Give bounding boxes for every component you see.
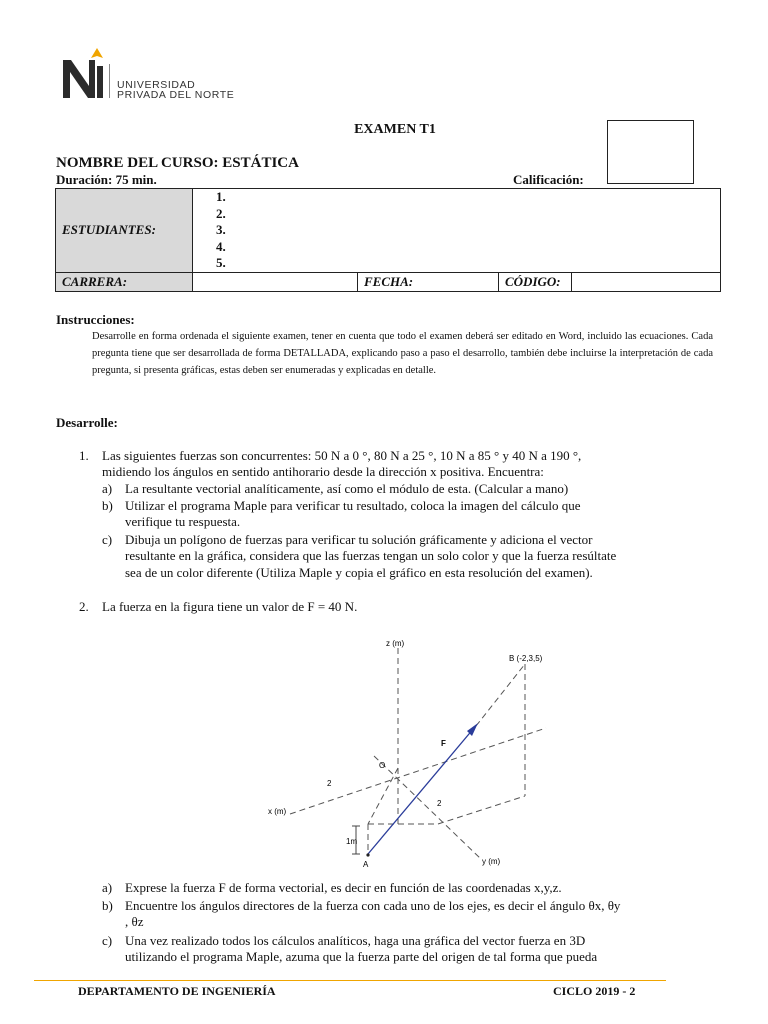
career-field (193, 272, 358, 291)
origin-label: O (379, 761, 386, 770)
student-number: 1. (216, 189, 226, 204)
career-label: CARRERA: (56, 272, 193, 291)
q2-text: La fuerza en la figura tiene un valor de F = 40 N. (102, 599, 358, 614)
student-number: 4. (216, 238, 226, 254)
students-label: ESTUDIANTES: (56, 189, 193, 273)
x-dimension-label: 2 (327, 779, 332, 788)
footer-department: DEPARTAMENTO DE INGENIERÍA (78, 984, 276, 998)
student-number: 3. (216, 222, 226, 237)
force-label: F (441, 739, 446, 748)
point-b-label: B (-2,3,5) (509, 654, 543, 663)
point-a-label: A (363, 860, 369, 869)
y-dimension-label: 2 (437, 799, 442, 808)
development-heading: Desarrolle: (56, 415, 118, 430)
q1-b-label: b) (102, 498, 113, 513)
force-vector-figure (260, 636, 560, 870)
university-name-line2: PRIVADA DEL NORTE (117, 89, 235, 101)
university-name-line1: UNIVERSIDAD (117, 79, 196, 91)
code-field (572, 273, 720, 291)
q2-c-label: c) (102, 933, 113, 948)
y-axis-label: y (m) (482, 857, 501, 866)
instructions-text: Desarrolle en forma ordenada el siguiente examen, tener en cuenta que todo el examen deberá ser editado en Word, incluido las ecuaciones. Cada pregunta tiene que ser desarrollada de forma DETALLADA, explicando paso a paso el desarrollo, también debe incluirse la interpretación de cada pregunta, si presenta gráficas, estas deben ser enumeradas y explicadas en detalle. (92, 331, 713, 376)
grade-label: Calificación: (513, 172, 584, 187)
q1-line1: Las siguientes fuerzas son concurrentes: 50 N a 0 °, 80 N a 25 °, 10 N a 85 ° y 40 N a 190 °, (102, 448, 582, 463)
code-cell (499, 272, 721, 291)
q1-c-label: c) (102, 532, 113, 547)
student-list (193, 189, 721, 273)
q1-c-line2: resultante en la gráfica, considera que las fuerzas tengan un solo color y que la fuerza resúltate (125, 548, 617, 563)
instructions-heading: Instrucciones: (56, 312, 135, 327)
box-line (368, 768, 398, 824)
footer-cycle: CICLO 2019 - 2 (553, 984, 636, 998)
duration: Duración: 75 min. (56, 172, 157, 187)
q2-b-line2: , θz (125, 914, 144, 929)
q1-c-line1: Dibuja un polígono de fuerzas para verificar tu solución gráficamente y adiciona el vector (125, 532, 593, 547)
q2-number: 2. (79, 599, 89, 614)
q2-b-line1: Encuentre los ángulos directores de la fuerza con cada uno de los ejes, es decir el ángulo θx, θy (125, 898, 621, 913)
q2-a-text: Exprese la fuerza F de forma vectorial, es decir en función de las coordenadas x,y,z. (125, 880, 562, 895)
q2-c-line2: utilizando el programa Maple, azuma que la fuerza parte del origen de tal forma que pueda (125, 949, 598, 964)
box-line (438, 796, 525, 824)
z-axis-label: z (m) (386, 639, 405, 648)
exam-title: EXAMEN T1 (354, 122, 436, 137)
vector-extension (476, 664, 525, 726)
code-label: CÓDIGO: (499, 273, 572, 291)
q2-a-label: a) (102, 880, 113, 895)
q1-a-label: a) (102, 481, 113, 496)
student-number: 2. (216, 205, 226, 221)
grade-box (607, 120, 694, 184)
q1-b-line1: Utilizar el programa Maple para verificar tu resultado, coloca la imagen del cálculo que (125, 498, 581, 513)
force-vector (368, 728, 474, 854)
student-number: 5. (216, 255, 226, 270)
logo-n-icon (57, 48, 115, 100)
university-logo (57, 48, 242, 100)
q2-c-line1: Una vez realizado todos los cálculos analíticos, haga una gráfica del vector fuerza en 3D (125, 933, 586, 948)
height-dimension-label: 1m (346, 837, 358, 846)
q1-c-line3: sea de un color diferente (Utiliza Maple y copia el gráfico en esta resolución del examen). (125, 565, 593, 580)
q2-b-label: b) (102, 898, 113, 913)
student-info-table (55, 188, 721, 292)
q1-a-text: La resultante vectorial analíticamente, así como el módulo de esta. (Calcular a mano) (125, 481, 569, 496)
course-name: NOMBRE DEL CURSO: ESTÁTICA (56, 155, 299, 171)
y-axis (374, 756, 482, 860)
q1-b-line2: verifique tu respuesta. (125, 514, 241, 529)
date-label: FECHA: (358, 272, 499, 291)
q1-line2: midiendo los ángulos en sentido antihorario desde la dirección x positiva. Encuentra: (102, 464, 544, 479)
x-axis-label: x (m) (268, 807, 287, 816)
q1-number: 1. (79, 448, 89, 463)
point-a (366, 853, 369, 856)
footer-divider (34, 980, 666, 981)
